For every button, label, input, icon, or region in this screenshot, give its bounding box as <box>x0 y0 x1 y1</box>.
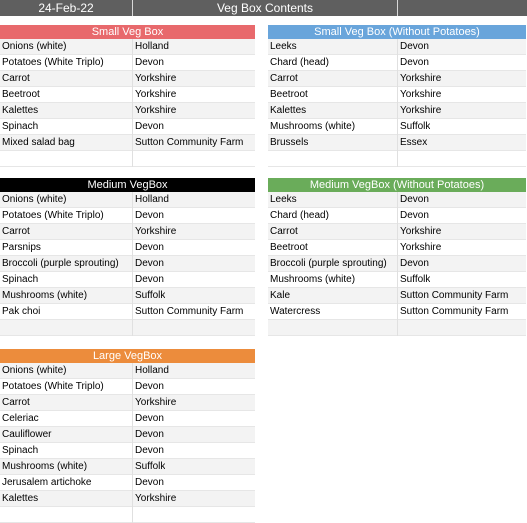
table-row <box>268 55 526 71</box>
item-cell[interactable]: Onions (white) <box>0 363 133 379</box>
table-row <box>0 379 255 395</box>
table-row <box>0 427 255 443</box>
item-cell[interactable]: Mushrooms (white) <box>0 459 133 475</box>
origin-cell[interactable] <box>133 320 135 336</box>
table-row <box>268 135 526 151</box>
origin-cell[interactable]: Yorkshire <box>135 73 177 84</box>
origin-cell[interactable]: Holland <box>135 41 169 52</box>
large-vegbox-table <box>0 349 255 523</box>
small-veg-box-no-potatoes-title: Small Veg Box (Without Potatoes) <box>268 25 526 39</box>
item-cell[interactable]: Leeks <box>268 192 398 208</box>
item-cell[interactable]: Carrot <box>0 71 133 87</box>
table-row <box>268 192 526 208</box>
origin-cell[interactable]: Sutton Community Farm <box>400 306 509 317</box>
item-cell[interactable] <box>0 507 133 523</box>
table-row <box>0 71 255 87</box>
origin-cell[interactable]: Suffolk <box>400 274 431 285</box>
item-cell[interactable]: Kalettes <box>268 103 398 119</box>
origin-cell[interactable]: Holland <box>135 365 169 376</box>
item-cell[interactable]: Carrot <box>268 71 398 87</box>
item-cell[interactable]: Broccoli (purple sprouting) <box>268 256 398 272</box>
origin-cell[interactable]: Yorkshire <box>135 89 177 100</box>
origin-cell[interactable]: Devon <box>135 413 164 424</box>
table-row <box>268 256 526 272</box>
item-cell[interactable]: Jerusalem artichoke <box>0 475 133 491</box>
table-row <box>0 87 255 103</box>
origin-cell[interactable]: Suffolk <box>135 290 166 301</box>
medium-vegbox-no-potatoes-table <box>268 178 526 336</box>
table-row <box>0 475 255 491</box>
origin-cell[interactable]: Essex <box>400 137 428 148</box>
origin-cell[interactable]: Yorkshire <box>400 89 442 100</box>
table-row <box>0 240 255 256</box>
table-row <box>268 151 526 167</box>
table-row <box>0 320 255 336</box>
title-cell[interactable]: Veg Box Contents <box>133 0 398 16</box>
table-row <box>0 288 255 304</box>
large-vegbox-title: Large VegBox <box>0 349 255 363</box>
table-row <box>0 208 255 224</box>
origin-cell[interactable]: Yorkshire <box>400 242 442 253</box>
item-cell[interactable]: Chard (head) <box>268 55 398 71</box>
item-cell[interactable]: Mushrooms (white) <box>0 288 133 304</box>
table-row <box>0 411 255 427</box>
origin-cell[interactable]: Sutton Community Farm <box>400 290 509 301</box>
item-cell[interactable]: Potatoes (White Triplo) <box>0 208 133 224</box>
item-cell[interactable]: Carrot <box>0 224 133 240</box>
item-cell[interactable] <box>268 320 398 336</box>
origin-cell[interactable]: Suffolk <box>400 121 431 132</box>
origin-cell[interactable]: Devon <box>400 41 429 52</box>
item-cell[interactable]: Kalettes <box>0 103 133 119</box>
table-row <box>268 320 526 336</box>
table-row <box>0 119 255 135</box>
origin-cell[interactable]: Devon <box>135 210 164 221</box>
item-cell[interactable]: Mushrooms (white) <box>268 119 398 135</box>
origin-cell[interactable]: Yorkshire <box>135 493 177 504</box>
origin-cell[interactable]: Sutton Community Farm <box>135 306 244 317</box>
medium-vegbox-title: Medium VegBox <box>0 178 255 192</box>
item-cell[interactable]: Beetroot <box>268 87 398 103</box>
table-row <box>0 224 255 240</box>
origin-cell[interactable]: Holland <box>135 194 169 205</box>
item-cell[interactable] <box>0 151 133 167</box>
table-row <box>268 240 526 256</box>
origin-cell[interactable]: Devon <box>135 429 164 440</box>
item-cell[interactable]: Beetroot <box>0 87 133 103</box>
table-row <box>0 151 255 167</box>
origin-cell[interactable]: Devon <box>135 445 164 456</box>
origin-cell[interactable]: Devon <box>135 121 164 132</box>
origin-cell[interactable]: Devon <box>400 210 429 221</box>
origin-cell[interactable]: Yorkshire <box>400 73 442 84</box>
table-row <box>0 491 255 507</box>
item-cell[interactable]: Mixed salad bag <box>0 135 133 151</box>
table-row <box>0 103 255 119</box>
origin-cell[interactable]: Devon <box>135 274 164 285</box>
table-row <box>268 272 526 288</box>
table-row <box>0 395 255 411</box>
item-cell[interactable]: Cauliflower <box>0 427 133 443</box>
table-row <box>0 363 255 379</box>
table-row <box>268 208 526 224</box>
origin-cell[interactable]: Yorkshire <box>135 226 177 237</box>
item-cell[interactable]: Spinach <box>0 443 133 459</box>
table-row <box>0 39 255 55</box>
origin-cell[interactable]: Devon <box>135 477 164 488</box>
item-cell[interactable]: Watercress <box>268 304 398 320</box>
table-row <box>0 135 255 151</box>
item-cell[interactable]: Mushrooms (white) <box>268 272 398 288</box>
item-cell[interactable] <box>268 151 398 167</box>
table-row <box>0 192 255 208</box>
origin-cell[interactable]: Suffolk <box>135 461 166 472</box>
item-cell[interactable] <box>0 320 133 336</box>
origin-cell[interactable]: Devon <box>135 57 164 68</box>
item-cell[interactable]: Beetroot <box>268 240 398 256</box>
origin-cell[interactable] <box>133 507 135 523</box>
origin-cell[interactable] <box>398 151 400 167</box>
empty-header-cell[interactable] <box>398 0 527 16</box>
item-cell[interactable]: Spinach <box>0 272 133 288</box>
origin-cell[interactable]: Yorkshire <box>400 226 442 237</box>
medium-vegbox-table <box>0 178 255 336</box>
item-cell[interactable]: Onions (white) <box>0 39 133 55</box>
table-row <box>0 304 255 320</box>
item-cell[interactable]: Celeriac <box>0 411 133 427</box>
origin-cell[interactable]: Devon <box>400 57 429 68</box>
origin-cell[interactable]: Devon <box>135 242 164 253</box>
item-cell[interactable]: Kale <box>268 288 398 304</box>
medium-vegbox-no-potatoes-title: Medium VegBox (Without Potatoes) <box>268 178 526 192</box>
item-cell[interactable]: Carrot <box>0 395 133 411</box>
table-row <box>268 304 526 320</box>
item-cell[interactable]: Pak choi <box>0 304 133 320</box>
origin-cell[interactable]: Yorkshire <box>400 105 442 116</box>
origin-cell[interactable]: Yorkshire <box>135 105 177 116</box>
origin-cell[interactable]: Sutton Community Farm <box>135 137 244 148</box>
origin-cell[interactable]: Yorkshire <box>135 397 177 408</box>
date-cell[interactable]: 24-Feb-22 <box>0 0 133 16</box>
small-veg-box-table <box>0 25 255 167</box>
table-row <box>268 71 526 87</box>
item-cell[interactable]: Spinach <box>0 119 133 135</box>
table-row <box>0 443 255 459</box>
table-row <box>268 87 526 103</box>
item-cell[interactable]: Kalettes <box>0 491 133 507</box>
origin-cell[interactable]: Devon <box>400 194 429 205</box>
table-row <box>0 459 255 475</box>
small-veg-box-title: Small Veg Box <box>0 25 255 39</box>
origin-cell[interactable]: Devon <box>135 381 164 392</box>
item-cell[interactable]: Leeks <box>268 39 398 55</box>
header-bar <box>0 0 527 16</box>
table-row <box>268 103 526 119</box>
item-cell[interactable]: Broccoli (purple sprouting) <box>0 256 133 272</box>
origin-cell[interactable]: Devon <box>400 258 429 269</box>
table-row <box>0 256 255 272</box>
origin-cell[interactable]: Devon <box>135 258 164 269</box>
item-cell[interactable]: Potatoes (White Triplo) <box>0 55 133 71</box>
origin-cell[interactable] <box>398 320 400 336</box>
item-cell[interactable]: Brussels <box>268 135 398 151</box>
origin-cell[interactable] <box>133 151 135 167</box>
item-cell[interactable]: Chard (head) <box>268 208 398 224</box>
item-cell[interactable]: Onions (white) <box>0 192 133 208</box>
table-row <box>0 507 255 523</box>
table-row <box>268 224 526 240</box>
table-row <box>268 119 526 135</box>
table-row <box>268 288 526 304</box>
item-cell[interactable]: Potatoes (White Triplo) <box>0 379 133 395</box>
table-row <box>0 55 255 71</box>
item-cell[interactable]: Carrot <box>268 224 398 240</box>
table-row <box>0 272 255 288</box>
item-cell[interactable]: Parsnips <box>0 240 133 256</box>
table-row <box>268 39 526 55</box>
small-veg-box-no-potatoes-table <box>268 25 526 167</box>
